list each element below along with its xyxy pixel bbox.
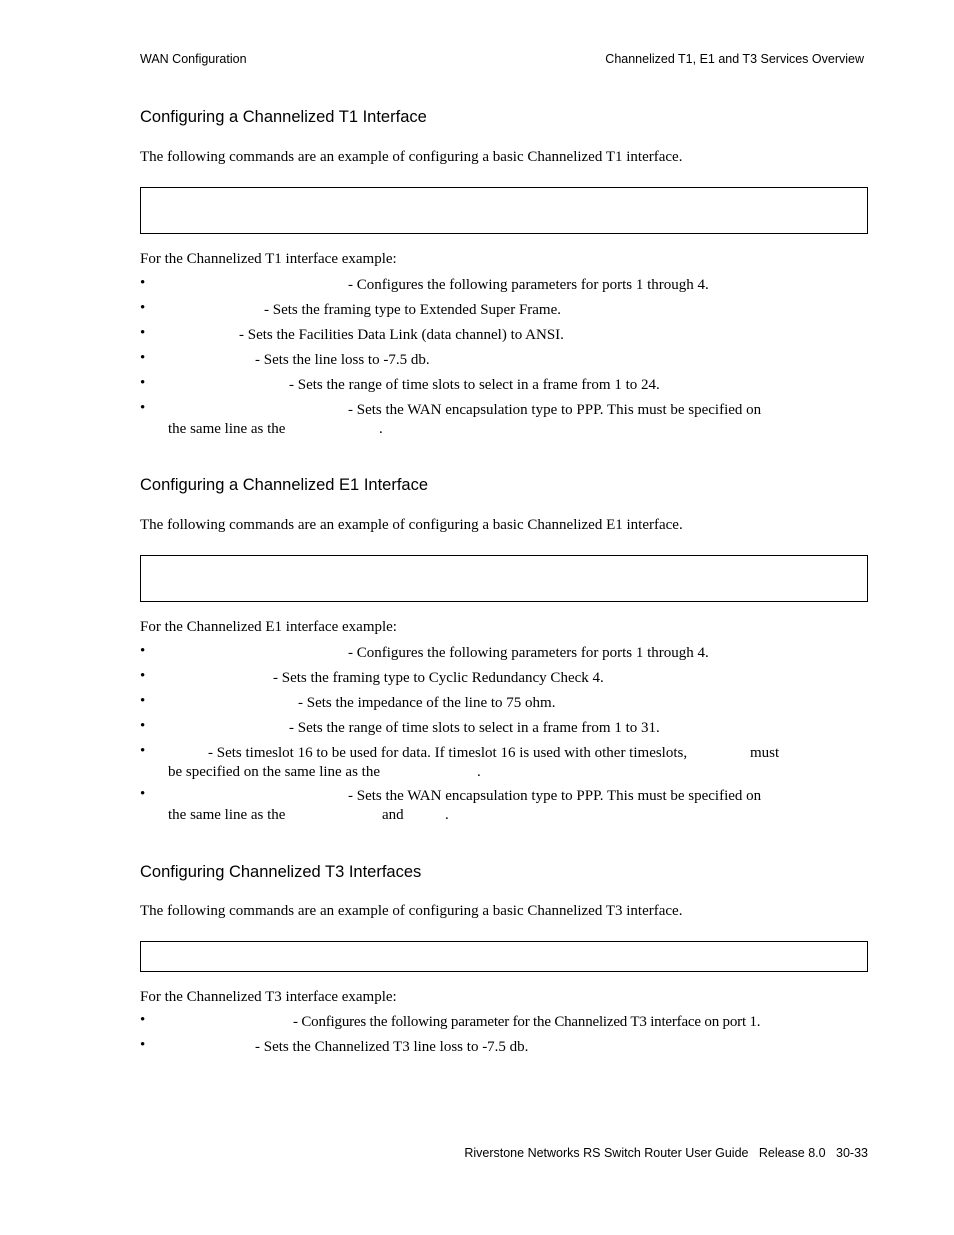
bullet-dot: • xyxy=(140,693,146,709)
section-heading-t3: Configuring Channelized T3 Interfaces xyxy=(140,863,422,881)
bullet-dot: • xyxy=(140,668,146,684)
bullet-dot: • xyxy=(140,400,146,416)
code-box-t1 xyxy=(140,187,868,234)
bullet-dot: • xyxy=(140,300,146,316)
bullet-dot: • xyxy=(140,375,146,391)
bullet-dot: • xyxy=(140,325,146,341)
bullet-dot: • xyxy=(140,743,146,759)
code-box-t3 xyxy=(140,941,868,972)
example-lead-t1: For the Channelized T1 interface example: xyxy=(140,251,397,267)
intro-paragraph-e1: The following commands are an example of configuring a basic Channelized E1 interface. xyxy=(140,517,683,533)
section-heading-t1: Configuring a Channelized T1 Interface xyxy=(140,108,427,126)
bullet-dot: • xyxy=(140,643,146,659)
example-lead-t3: For the Channelized T3 interface example: xyxy=(140,989,397,1005)
example-lead-e1: For the Channelized E1 interface example: xyxy=(140,619,397,635)
intro-paragraph-t1: The following commands are an example of configuring a basic Channelized T1 interface. xyxy=(140,149,683,165)
bullet-dot: • xyxy=(140,1037,146,1053)
bullet-dot: • xyxy=(140,275,146,291)
running-header-left: WAN Configuration xyxy=(140,52,247,66)
bullet-dot: • xyxy=(140,350,146,366)
bullet-dot: • xyxy=(140,718,146,734)
bullet-dot: • xyxy=(140,786,146,802)
intro-paragraph-t3: The following commands are an example of configuring a basic Channelized T3 interface. xyxy=(140,903,683,919)
page-footer: Riverstone Networks RS Switch Router User Guide Release 8.0 30-33 xyxy=(464,1146,868,1160)
running-header-right: Channelized T1, E1 and T3 Services Overview xyxy=(605,52,864,66)
code-box-e1 xyxy=(140,555,868,602)
bullet-dot: • xyxy=(140,1012,146,1028)
section-heading-e1: Configuring a Channelized E1 Interface xyxy=(140,476,429,494)
